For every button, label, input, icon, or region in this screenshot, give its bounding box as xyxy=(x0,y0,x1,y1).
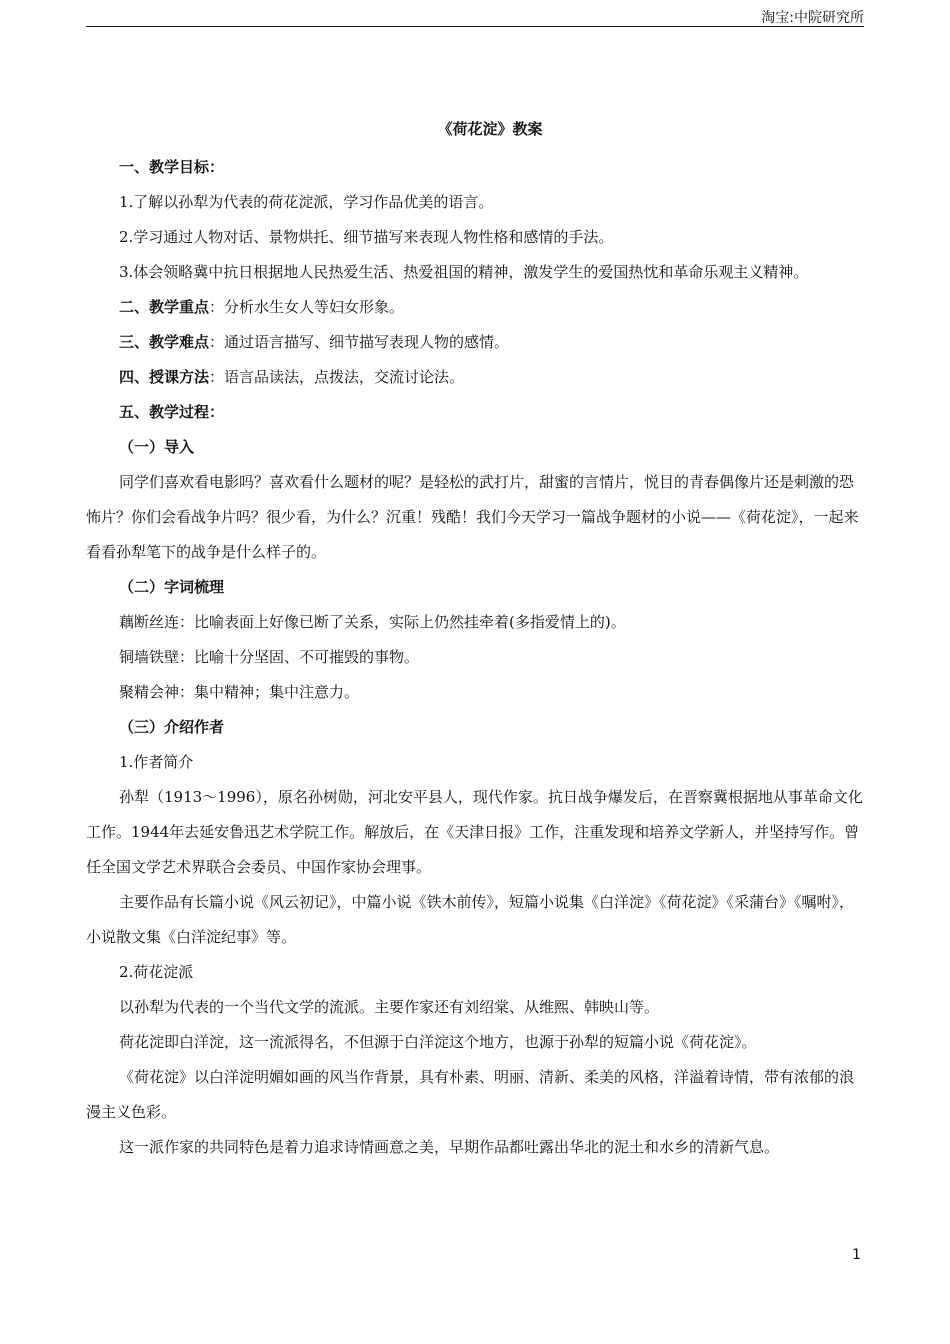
goal-item-1: 1.了解以孙犁为代表的荷花淀派，学习作品优美的语言。 xyxy=(119,193,494,211)
key-points xyxy=(86,290,864,325)
vocab-item-3: 聚精会神：集中精神；集中注意力。 xyxy=(119,683,360,701)
author-works: 主要作品有长篇小说《风云初记》，中篇小说《铁木前传》，短篇小说集《白洋淀》《荷花淀》《采蒲台》《嘱咐》，小说散文集《白洋淀纪事》等。 xyxy=(86,893,855,946)
difficult-points xyxy=(86,325,864,360)
goal-item-3: 3.体会领略冀中抗日根据地人民热爱生活、热爱祖国的精神，激发学生的爱国热忱和革命乐观主义精神。 xyxy=(119,263,809,281)
author-subtitle-2: 2.荷花淀派 xyxy=(119,963,194,981)
school-paragraph-1: 以孙犁为代表的一个当代文学的流派。主要作家还有刘绍棠、从维熙、韩映山等。 xyxy=(119,998,660,1016)
intro-paragraph: 同学们喜欢看电影吗？喜欢看什么题材的呢？是轻松的武打片，甜蜜的言情片，悦目的青春偶像片还是刺激的恐怖片？你们会看战争片吗？很少看，为什么？沉重！残酷！我们今天学习一篇战争题材的小说——《荷花淀》，一起来看看孙犁笔下的战争是什么样子的。 xyxy=(86,473,859,561)
teaching-methods-text: ：语言品读法，点拨法，交流讨论法。 xyxy=(209,368,465,386)
page-header xyxy=(86,4,864,27)
school-paragraph-4: 这一派作家的共同特色是着力追求诗情画意之美，早期作品都吐露出华北的泥土和水乡的清新气息。 xyxy=(119,1138,780,1156)
section-heading-goals: 一、教学目标： xyxy=(119,158,225,176)
author-bio: 孙犁（1913～1996），原名孙树勋，河北安平县人，现代作家。抗日战争爆发后，在晋察冀根据地从事革命文化工作。1944年去延安鲁迅艺术学院工作。解放后，在《天津日报》工作，注重发现和培养文学新人，并坚持写作。曾任全国文学艺术界联合会委员、中国作家协会理事。 xyxy=(86,788,863,876)
header-text: 淘宝:中院研究所 xyxy=(761,10,864,26)
document-title: 《荷花淀》教案 xyxy=(437,120,543,138)
difficult-points-text: ：通过语言描写、细节描写表现人物的感情。 xyxy=(209,333,510,351)
subheading-author: （三）介绍作者 xyxy=(119,718,225,736)
goal-item-2: 2.学习通过人物对话、景物烘托、细节描写来表现人物性格和感情的手法。 xyxy=(119,228,614,246)
vocab-item-2: 铜墙铁壁：比喻十分坚固、不可摧毁的事物。 xyxy=(119,648,420,666)
vocab-item-1: 藕断丝连：比喻表面上好像已断了关系，实际上仍然挂牵着(多指爱情上的)。 xyxy=(119,613,626,631)
difficult-points-label: 三、教学难点 xyxy=(119,333,210,351)
document-body xyxy=(86,150,864,1165)
subheading-vocabulary: （二）字词梳理 xyxy=(119,578,225,596)
school-paragraph-3: 《荷花淀》以白洋淀明媚如画的风当作背景，具有朴素、明丽、清新、柔美的风格，洋溢着诗情，带有浓郁的浪漫主义色彩。 xyxy=(86,1068,855,1121)
section-heading-process: 五、教学过程： xyxy=(119,403,225,421)
page-number: 1 xyxy=(852,1247,861,1263)
teaching-methods-label: 四、授课方法 xyxy=(119,368,210,386)
school-paragraph-2: 荷花淀即白洋淀，这一流派得名，不但源于白洋淀这个地方，也源于孙犁的短篇小说《荷花淀》。 xyxy=(119,1033,757,1051)
teaching-methods xyxy=(86,360,864,395)
key-points-text: ：分析水生女人等妇女形象。 xyxy=(209,298,405,316)
subheading-intro: （一）导入 xyxy=(119,438,195,456)
key-points-label: 二、教学重点 xyxy=(119,298,210,316)
author-subtitle-1: 1.作者简介 xyxy=(119,753,194,771)
